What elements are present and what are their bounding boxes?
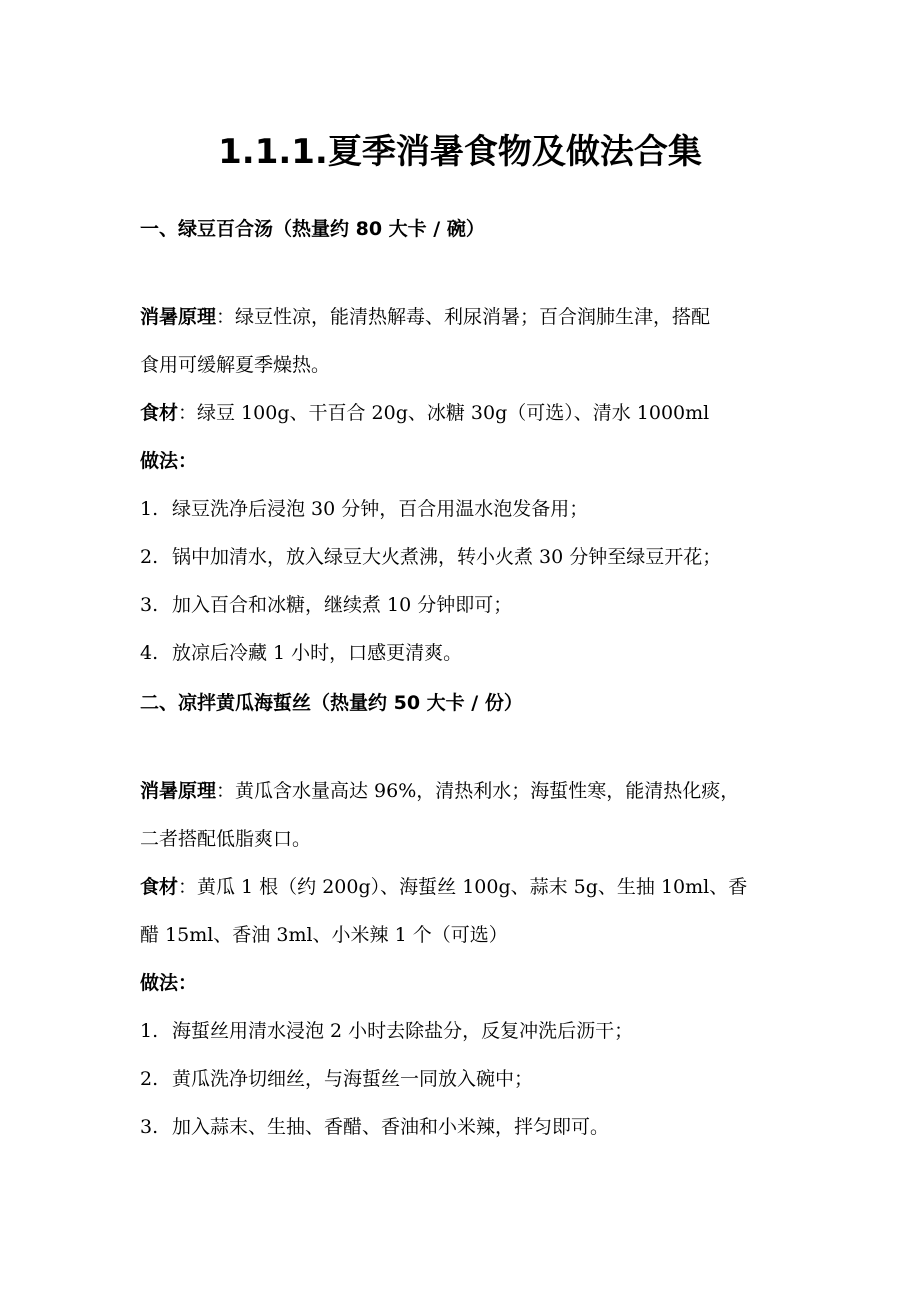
principle-paragraph <box>140 302 800 332</box>
recipe-section-cucumber-jellyfish-salad <box>140 688 800 1160</box>
ingredients-text-line1: ：绿豆 100g、干百合 20g、冰糖 30g（可选）、清水 1000ml <box>178 402 710 424</box>
ingredients-label: 食材 <box>140 876 179 898</box>
ingredients-text-line2: 醋 15ml、香油 3ml、小米辣 1 个（可选） <box>140 924 508 946</box>
step-number: 1. <box>140 1020 159 1042</box>
step-number: 2. <box>140 1068 159 1090</box>
method-step <box>140 1016 800 1046</box>
principle-paragraph <box>140 776 800 806</box>
method-label: 做法： <box>140 450 198 472</box>
ingredients-text-line1: ：黄瓜 1 根（约 200g）、海蜇丝 100g、蒜末 5g、生抽 10ml、香 <box>178 876 748 898</box>
step-text: 锅中加清水，放入绿豆大火煮沸，转小火煮 30 分钟至绿豆开花； <box>172 546 722 568</box>
step-text: 黄瓜洗净切细丝，与海蜇丝一同放入碗中； <box>172 1068 534 1090</box>
ingredients-paragraph <box>140 872 800 902</box>
recipe-section-mung-bean-lily-soup <box>140 214 800 686</box>
document-title: 1.1.1.夏季消暑食物及做法合集 <box>218 132 702 172</box>
step-number: 2. <box>140 546 159 568</box>
method-step <box>140 1112 800 1142</box>
step-number: 4. <box>140 642 159 664</box>
section-heading: 一、绿豆百合汤（热量约 80 大卡 / 碗） <box>140 218 485 240</box>
principle-text-line2: 二者搭配低脂爽口。 <box>140 828 312 850</box>
method-paragraph <box>140 446 800 476</box>
section-heading: 二、凉拌黄瓜海蜇丝（热量约 50 大卡 / 份） <box>140 692 523 714</box>
method-step <box>140 638 800 668</box>
method-step <box>140 542 800 572</box>
method-paragraph <box>140 968 800 998</box>
step-number: 1. <box>140 498 159 520</box>
principle-label: 消暑原理 <box>140 780 217 802</box>
step-text: 加入蒜末、生抽、香醋、香油和小米辣，拌匀即可。 <box>172 1116 610 1138</box>
method-step <box>140 1064 800 1094</box>
step-text: 绿豆洗净后浸泡 30 分钟，百合用温水泡发备用； <box>172 498 589 520</box>
principle-text-line1: ：黄瓜含水量高达 96%，清热利水；海蜇性寒，能清热化痰， <box>216 780 740 802</box>
method-step <box>140 590 800 620</box>
method-label: 做法： <box>140 972 198 994</box>
step-number: 3. <box>140 594 159 616</box>
principle-text-line2: 食用可缓解夏季燥热。 <box>140 354 331 376</box>
ingredients-paragraph <box>140 398 800 428</box>
step-number: 3. <box>140 1116 159 1138</box>
method-step <box>140 494 800 524</box>
step-text: 放凉后冷藏 1 小时，口感更清爽。 <box>172 642 463 664</box>
step-text: 海蜇丝用清水浸泡 2 小时去除盐分，反复冲洗后沥干； <box>172 1020 634 1042</box>
step-text: 加入百合和冰糖，继续煮 10 分钟即可； <box>172 594 513 616</box>
principle-label: 消暑原理 <box>140 306 217 328</box>
ingredients-label: 食材 <box>140 402 179 424</box>
principle-text-line1: ：绿豆性凉，能清热解毒、利尿消暑；百合润肺生津，搭配 <box>216 306 711 328</box>
